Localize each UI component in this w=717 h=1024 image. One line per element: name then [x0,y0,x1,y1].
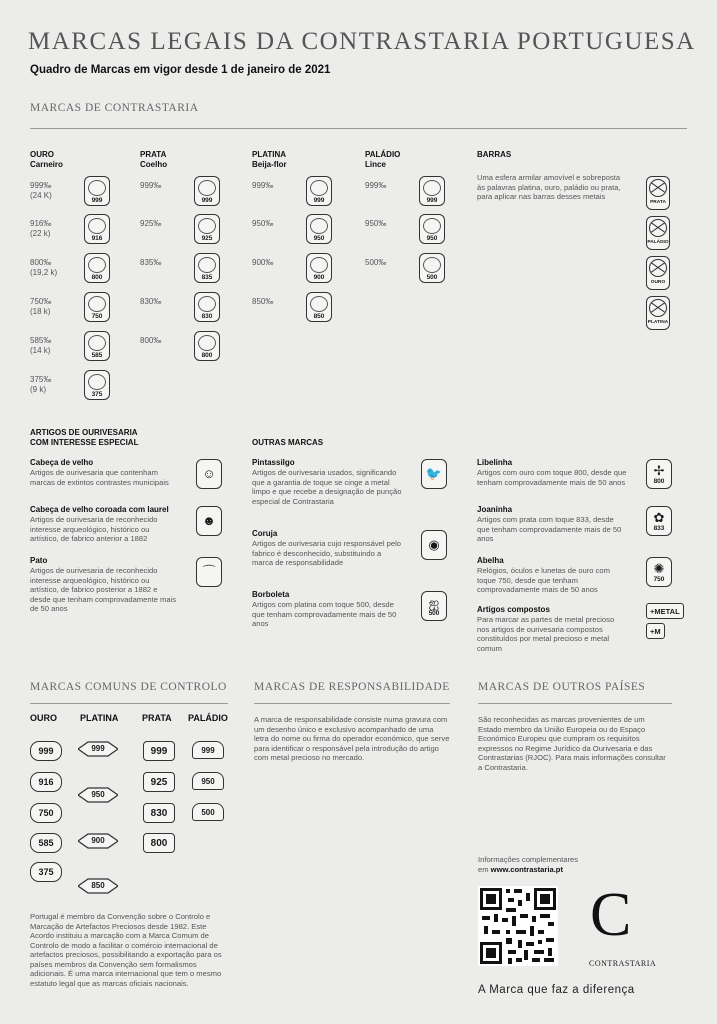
sphere-graphic [649,299,667,317]
outros-paises-divider [478,703,672,704]
bee-icon [646,557,672,587]
ram-head-icon-picture [88,335,106,351]
fineness-value: 950‰ [365,219,387,228]
comuns-header-0: OURO [30,713,57,723]
outras-name: Pintassilgo [252,458,295,467]
column-metal: PALÁDIO [365,150,401,159]
outras-name: Borboleta [252,590,290,599]
column-header-0 [30,150,63,170]
barras-title: BARRAS [477,150,512,159]
outras-name: Coruja [252,529,278,538]
footer-info-line2 [478,865,578,875]
column-metal: PRATA [140,150,167,159]
page-title: MARCAS LEGAIS DA CONTRASTARIA PORTUGUESA [28,28,696,55]
outras-title: OUTRAS MARCAS [252,438,324,447]
fineness-label [30,181,52,201]
fineness-value: 999‰ [140,181,162,190]
fineness-value: 835‰ [140,258,162,267]
karat-value: (18 k) [30,307,51,316]
karat-value: (19,2 k) [30,268,58,277]
fineness-value: 999‰ [252,181,274,190]
mark-number: 800 [201,352,213,359]
mark-number: 750 [653,575,665,583]
hummingbird-icon-picture [310,180,328,196]
icon-glyph: ✿ [653,509,665,525]
fineness-label [140,258,161,268]
fineness-value: 585‰ [30,336,52,345]
fineness-value: 900‰ [252,258,274,267]
icon-glyph: ✺ [653,560,665,576]
rabbit-icon-picture [198,296,216,312]
column-figure: Lince [365,160,386,169]
column-header-3 [365,150,400,170]
ccm-value: 950 [91,790,105,799]
column-figure: Coelho [140,160,168,169]
comuns-header-3: PALÁDIO [188,713,228,723]
ram-head-icon [84,370,110,400]
rabbit-icon-picture [198,335,216,351]
lynx-icon-picture [423,218,441,234]
mark-number: 999 [201,197,213,204]
ccm-gold-mark: 585 [30,833,62,853]
fineness-label [30,375,51,395]
armillary-sphere-icon [646,176,670,210]
mark-number: 375 [91,391,103,398]
ccm-platinum-mark [78,741,118,756]
mark-number: 800 [653,477,665,485]
especial-title-line2: COM INTERESSE ESPECIAL [30,438,139,447]
tagline: A Marca que faz a diferença [478,984,635,996]
ccm-silver-mark: 800 [143,833,175,853]
comuns-text: Portugal é membro da Convenção sobre o Controlo e Marcação de Artefactos Preciosos desde 1982. Este Acordo instituiu a marcação com a Marca Comum de Controlo de modo a facilitar o comércio internacional de artefactos preciosos, possibilitando a exportação para os países membros da Convenção sem formalismos adicionais. É uma marca internacional que tem o mesmo estatuto legal que as marcas oficiais nacionais. [30,912,222,988]
barras-text: Uma esfera armilar amovível e sobreposta às palavras platina, ouro, paládio ou prata, para aplicar nas barras desses metais [477,173,621,201]
icon-glyph: ✢ [653,462,665,478]
fineness-label [30,297,51,317]
outras-right-name: Artigos compostos [477,605,550,614]
ram-head-icon [84,331,110,361]
mark-number: 585 [91,352,103,359]
fineness-value: 925‰ [140,219,162,228]
section-title-comuns: MARCAS COMUNS DE CONTROLO [30,681,227,693]
fineness-value: 950‰ [252,219,274,228]
comuns-header-2: PRATA [142,713,172,723]
ccm-gold-mark: 916 [30,772,62,792]
karat-value: (9 k) [30,385,46,394]
composite-mark-icon: +METAL [646,603,684,619]
ccm-palladium-mark: 999 [192,741,224,759]
fineness-value: 999‰ [30,181,52,190]
hummingbird-icon-picture [310,218,328,234]
comuns-divider [30,703,228,704]
karat-value: (24 K) [30,191,52,200]
owl-icon [421,530,447,560]
comuns-header-1: PLATINA [80,713,119,723]
rabbit-icon [194,292,220,322]
butterfly-icon [421,591,447,621]
hummingbird-icon-picture [310,257,328,273]
especial-text: Artigos de ourivesaria de reconhecido interesse arqueológico, histórico ou artístico, de fabrico anterior a 1882 [30,515,158,543]
outras-right-text: Artigos com prata com toque 833, desde que tenham comprovadamente mais de 50 anos [477,515,622,543]
mark-number: 750 [91,313,103,320]
fineness-label [252,219,273,229]
fineness-value: 850‰ [252,297,274,306]
mark-number: 925 [201,235,213,242]
mark-number: 833 [653,524,665,532]
section-divider [30,128,687,129]
ladybug-icon [646,506,672,536]
hummingbird-icon [306,214,332,244]
hummingbird-icon [306,292,332,322]
column-header-2 [252,150,287,170]
mark-number: 950 [313,235,325,242]
ccm-value: 850 [91,881,105,890]
fineness-value: 500‰ [365,258,387,267]
composite-mark-icon: +M [646,623,665,639]
ram-head-icon [84,214,110,244]
fineness-value: 750‰ [30,297,52,306]
ccm-silver-mark: 999 [143,741,175,761]
icon-glyph: 🐦 [425,466,443,481]
barras-mark-label: PLATINA [647,320,669,325]
lynx-icon [419,214,445,244]
mark-number: 800 [91,274,103,281]
especial-name: Cabeça de velho coroada com laurel [30,505,169,514]
fineness-label [30,219,51,239]
mark-number: 850 [313,313,325,320]
fineness-label [252,297,273,307]
armillary-sphere-icon [646,216,670,250]
rabbit-icon [194,331,220,361]
icon-glyph: ⌒ [202,564,216,579]
outras-text: Artigos com platina com toque 500, desde que tenham comprovadamente mais de 50 anos [252,600,397,628]
column-metal: OURO [30,150,54,159]
ccm-gold-mark: 999 [30,741,62,761]
icon-glyph: ஐ [428,594,440,610]
rabbit-icon [194,253,220,283]
footer-info-prefix: em [478,864,491,874]
footer-info [478,855,578,874]
ccm-platinum-mark [78,878,118,893]
sphere-graphic [649,219,667,237]
armillary-sphere-icon [646,296,670,330]
outras-text: Artigos de ourivesaria cujo responsável pelo fabrico é desconhecido, substituindo a marca de responsabilidade [252,539,402,567]
section-title-contrastaria: MARCAS DE CONTRASTARIA [30,102,199,114]
contrastaria-logo-text: CONTRASTARIA [589,959,657,968]
ccm-platinum-mark [78,833,118,848]
fineness-label [365,181,386,191]
karat-value: (22 k) [30,229,51,238]
especial-text: Artigos de ourivesaria que contenham marcas de extintos contrastes municipais [30,468,169,487]
outros-paises-text: São reconhecidas as marcas provenientes de um Estado membro da União Europeia ou do Espaço Económico Europeu que cumpram os requisitos expressos no Regime Jurídico da Ourivesaria e das Contrastarias (RJOC). Para mais informações consultar a Contrastaria. [478,715,666,772]
mark-number: 900 [313,274,325,281]
outras-right-name: Abelha [477,556,504,565]
outras-right-text: Artigos com ouro com toque 800, desde que tenham comprovadamente mais de 50 anos [477,468,627,487]
fineness-value: 830‰ [140,297,162,306]
especial-name: Pato [30,556,48,565]
column-metal: PLATINA [252,150,287,159]
mark-number: 835 [201,274,213,281]
outras-right-text: Relógios, óculos e lunetas de ouro com toque 750, desde que tenham comprovadamente mais de 50 anos [477,566,610,594]
fineness-label [140,219,161,229]
column-figure: Beija-flor [252,160,287,169]
goldfinch-icon [421,459,447,489]
especial-title-line1: ARTIGOS DE OURIVESARIA [30,428,138,437]
barras-mark-label: OURO [650,280,666,285]
dragonfly-icon [646,459,672,489]
ram-head-icon [84,292,110,322]
lynx-icon [419,176,445,206]
mark-number: 999 [313,197,325,204]
section-title-responsabilidade: MARCAS DE RESPONSABILIDADE [254,681,450,693]
fineness-label [140,336,161,346]
ram-head-icon-picture [88,296,106,312]
hummingbird-icon [306,176,332,206]
section-title-outros-paises: MARCAS DE OUTROS PAÍSES [478,681,646,693]
fineness-label [140,181,161,191]
especial-text: Artigos de ourivesaria de reconhecido interesse arqueológico, histórico ou artístico, de fabrico posterior a 1882 e desde que tenham comprovadamente mais de 50 anos [30,566,177,613]
column-figure: Carneiro [30,160,63,169]
fineness-label [30,258,57,278]
qr-code-graphic [478,886,558,966]
lynx-icon-picture [423,257,441,273]
especial-name: Cabeça de velho [30,458,94,467]
fineness-value: 800‰ [140,336,162,345]
fineness-value: 916‰ [30,219,52,228]
responsabilidade-text: A marca de responsabilidade consiste numa gravura com um desenho único e exclusivo acompanhado de uma letra do nome ou firma do operador económico, que serve para identificar o responsável pela introdução do artigo com metal precioso no mercado. [254,715,450,762]
ram-head-icon-picture [88,374,106,390]
barras-mark-label: PALÁDIO [647,240,669,245]
lynx-icon [419,253,445,283]
ccm-palladium-mark: 950 [192,772,224,790]
footer-info-line1: Informações complementares [478,855,579,864]
qr-code[interactable] [478,886,558,966]
mark-number: 830 [201,313,213,320]
ccm-gold-mark: 375 [30,862,62,882]
rabbit-icon-picture [198,257,216,273]
ccm-platinum-mark [78,787,118,802]
rabbit-icon-picture [198,180,216,196]
ccm-silver-mark: 830 [143,803,175,823]
rabbit-icon [194,176,220,206]
laurel-head-icon [196,506,222,536]
icon-glyph: ☺ [202,466,216,481]
fineness-label [365,219,386,229]
fineness-label [30,336,51,356]
ram-head-icon-picture [88,180,106,196]
footer-url-link[interactable]: www.contrastaria.pt [490,864,563,874]
barras-mark-label: PRATA [650,200,666,205]
fineness-label [140,297,161,307]
armillary-sphere-icon [646,256,670,290]
sphere-graphic [649,259,667,277]
outras-right-text: Para marcar as partes de metal precioso nos artigos de ourivesaria compostos constituídos por metal precioso e metal comum [477,615,615,653]
ram-head-icon [84,176,110,206]
mark-number: 916 [91,235,103,242]
sphere-graphic [649,179,667,197]
fineness-value: 375‰ [30,375,52,384]
especial-title [30,428,138,448]
fineness-value: 800‰ [30,258,52,267]
ram-head-icon [84,253,110,283]
icon-glyph: ◉ [428,537,440,552]
old-man-head-icon [196,459,222,489]
column-header-1 [140,150,167,170]
karat-value: (14 k) [30,346,51,355]
ccm-value: 900 [91,836,105,845]
mark-number: 500 [426,274,438,281]
icon-glyph: ☻ [202,513,216,528]
ccm-value: 999 [91,744,105,753]
ccm-silver-mark: 925 [143,772,175,792]
fineness-label [252,258,273,268]
fineness-value: 999‰ [365,181,387,190]
ccm-gold-mark: 750 [30,803,62,823]
fineness-label [252,181,273,191]
mark-number: 999 [426,197,438,204]
mark-number: 500 [428,609,440,617]
hummingbird-icon-picture [310,296,328,312]
outras-right-name: Joaninha [477,505,513,514]
ram-head-icon-picture [88,257,106,273]
responsabilidade-divider [254,703,450,704]
mark-number: 950 [426,235,438,242]
rabbit-icon-picture [198,218,216,234]
outras-right-name: Libelinha [477,458,513,467]
fineness-label [365,258,386,268]
duck-icon [196,557,222,587]
page-subtitle: Quadro de Marcas em vigor desde 1 de janeiro de 2021 [30,64,331,76]
hummingbird-icon [306,253,332,283]
ram-head-icon-picture [88,218,106,234]
mark-number: 999 [91,197,103,204]
contrastaria-logo: C [590,881,632,949]
outras-text: Artigos de ourivesaria usados, significando que a garantia de toque se cinge a metal limpo e que recebe a designação de punção especial de Contrastaria [252,468,402,506]
rabbit-icon [194,214,220,244]
ccm-palladium-mark: 500 [192,803,224,821]
lynx-icon-picture [423,180,441,196]
